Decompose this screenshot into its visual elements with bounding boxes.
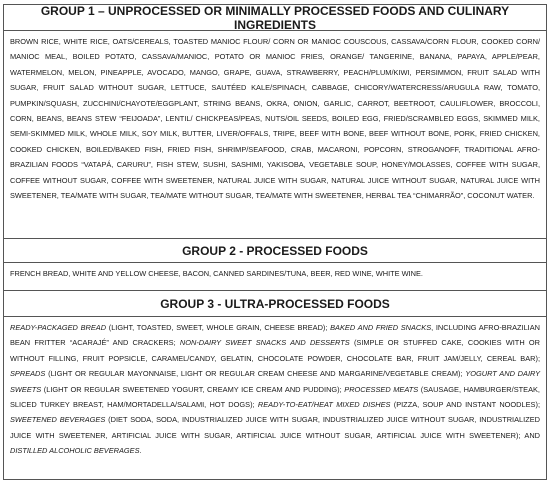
group-2-section — [4, 239, 546, 291]
g3-cat-0: READY-PACKAGED BREAD — [10, 323, 107, 332]
g3-text-5: (SAUSAGE, HAMBURGER/STEAK, SLICED TURKEY BREAST, HAM/MORTADELLA/SALAMI, HOT DOGS); — [10, 384, 540, 410]
g3-text-2: (SIMPLE OR STUFFED CAKE, COOKIES WITH OR WITHOUT FILLING, FRUIT POPSICLE, CARAMEL/CANDY, GELATIN, CHOCOLATE POWDER, CHOCOLATE BAR, FRUIT JAM/JELLY, CEREAL BAR); — [10, 338, 540, 363]
group-3-title: GROUP 3 - ULTRA-PROCESSED FOODS — [4, 291, 546, 317]
g3-text-1: , INCLUDING AFRO-BRAZILIAN BEAN FRITTER “ACARAJÉ” AND CRACKERS; — [10, 323, 540, 348]
g3-cat-8: DISTILLED ALCOHOLIC BEVERAGES — [10, 446, 140, 456]
g3-cat-7: SWEETENED BEVERAGES — [10, 415, 106, 425]
g3-text-6: (PIZZA, SOUP AND INSTANT NOODLES); — [390, 400, 540, 410]
g3-text-8: . — [139, 446, 142, 456]
g3-cat-3: SPREADS — [10, 369, 46, 379]
g3-cat-2: NON-DAIRY SWEET SNACKS AND DESSERTS — [179, 338, 350, 348]
g3-cat-1: BAKED AND FRIED SNACKS — [330, 323, 432, 332]
g3-cat-6: READY-TO-EAT/HEAT MIXED DISHES — [257, 400, 391, 410]
group-2-foods: FRENCH BREAD, WHITE AND YELLOW CHEESE, BACON, CANNED SARDINES/TUNA, BEER, RED WINE, WHITE WINE. — [10, 269, 423, 278]
group-1-section — [4, 5, 546, 239]
group-3-foods — [4, 317, 546, 459]
g3-cat-5: PROCESSED MEATS — [344, 384, 419, 394]
food-groups-table — [3, 4, 547, 480]
group-1-title: GROUP 1 – UNPROCESSED OR MINIMALLY PROCESSED FOODS AND CULINARY INGREDIENTS — [4, 5, 546, 31]
g3-text-4: (LIGHT OR REGULAR SWEETENED YOGURT, CREAMY ICE CREAM AND PUDDING); — [41, 384, 345, 394]
g3-text-3: (LIGHT OR REGULAR MAYONNAISE, LIGHT OR REGULAR CREAM CHEESE AND MARGARINE/VEGETABLE CREAM); — [45, 369, 466, 379]
g3-cat-4: YOGURT AND DAIRY SWEETS — [10, 369, 540, 394]
group-1-foods: BROWN RICE, WHITE RICE, OATS/CEREALS, TOASTED MANIOC FLOUR/ CORN OR MANIOC COUSCOUS, CASSAVA/CORN FLOUR, COOKED CORN/ MANIOC MEAL, BOILED POTATO, CASSAVA/MANIOC, POTATO OR MANIOC FRIES, ORANGE/ TANGERINE, BANANA, PAPAYA, APPLE/PEAR, WATERMELON, MELON, PINEAPPLE, AVOCADO, MANGO, GRAPE, GUAVA, STRAWBERRY, PEACH/PLUM/KIWI, PERSIMMON, FRUIT SALAD WITH SUGAR, FRUIT SALAD WITHOUT SUGAR, LETTUCE, SAUTÉED KALE/SPINACH, CABBAGE, CHICORY/WATERCRESS/ARUGULA RAW, TOMATO, PUMPKIN/SQUASH, ZUCCHINI/CHAYOTE/EGGPLANT, STRING BEANS, OKRA, ONION, GARLIC, CARROT, BEETROOT, CAULIFLOWER, BROCCOLI, CORN, BEANS, BEANS STEW “FEIJOADA”, LENTIL/ CHICKPEAS/PEAS, NUTS/OIL SEEDS, BOILED EGG, FRIED/SCRAMBLED EGGS, SKIMMED MILK, SEMI-SKIMMED MILK, WHOLE MILK, SOY MILK, BUTTER, LIVER/OFFALS, TRIPE, BEEF WITH BONE, BEEF WITHOUT BONE, PORK, FRIED CHICKEN, COOKED CHICKEN, BOILED/BAKED FISH, FRIED FISH, SHRIMP/SEAFOOD, CRAB, MACARONI, POPCORN, STROGANOFF, TRADITIONAL AFRO-BRAZILIAN FOODS “VATAPÁ, CARURU”, FISH STEW, SUSHI, SASHIMI, YAKISOBA, VEGETABLE SOUP, HONEY/MOLASSES, COFFEE WITH SUGAR, COFFEE WITHOUT SUGAR, COFFEE WITH SWEETENER, NATURAL JUICE WITH SUGAR, NATURAL JUICE WITHOUT SUGAR, NATURAL JUICE WITH SWEETENER, TEA/MATE WITH SUGAR, TEA/MATE WITHOUT SUGAR, TEA/MATE WITH SWEETENER, HERBAL TEA “CHIMARRÃO”, COCONUT WATER. — [10, 37, 540, 201]
group-3-section — [4, 291, 546, 479]
g3-text-7: (DIET SODA, SODA, INDUSTRIALIZED JUICE WITH SUGAR, INDUSTRIALIZED JUICE WITHOUT SUGAR, INDUSTRIALIZED JUICE WITH SWEETENER, ARTIFICIAL JUICE WITH SUGAR, ARTIFICIAL JUICE WITHOUT SUGAR, ARTIFICIAL JUICE WITH SWEETENER); AND — [10, 415, 540, 440]
group-2-title: GROUP 2 - PROCESSED FOODS — [4, 239, 546, 263]
g3-text-0: (LIGHT, TOASTED, SWEET, WHOLE GRAIN, CHEESE BREAD); — [106, 323, 331, 332]
